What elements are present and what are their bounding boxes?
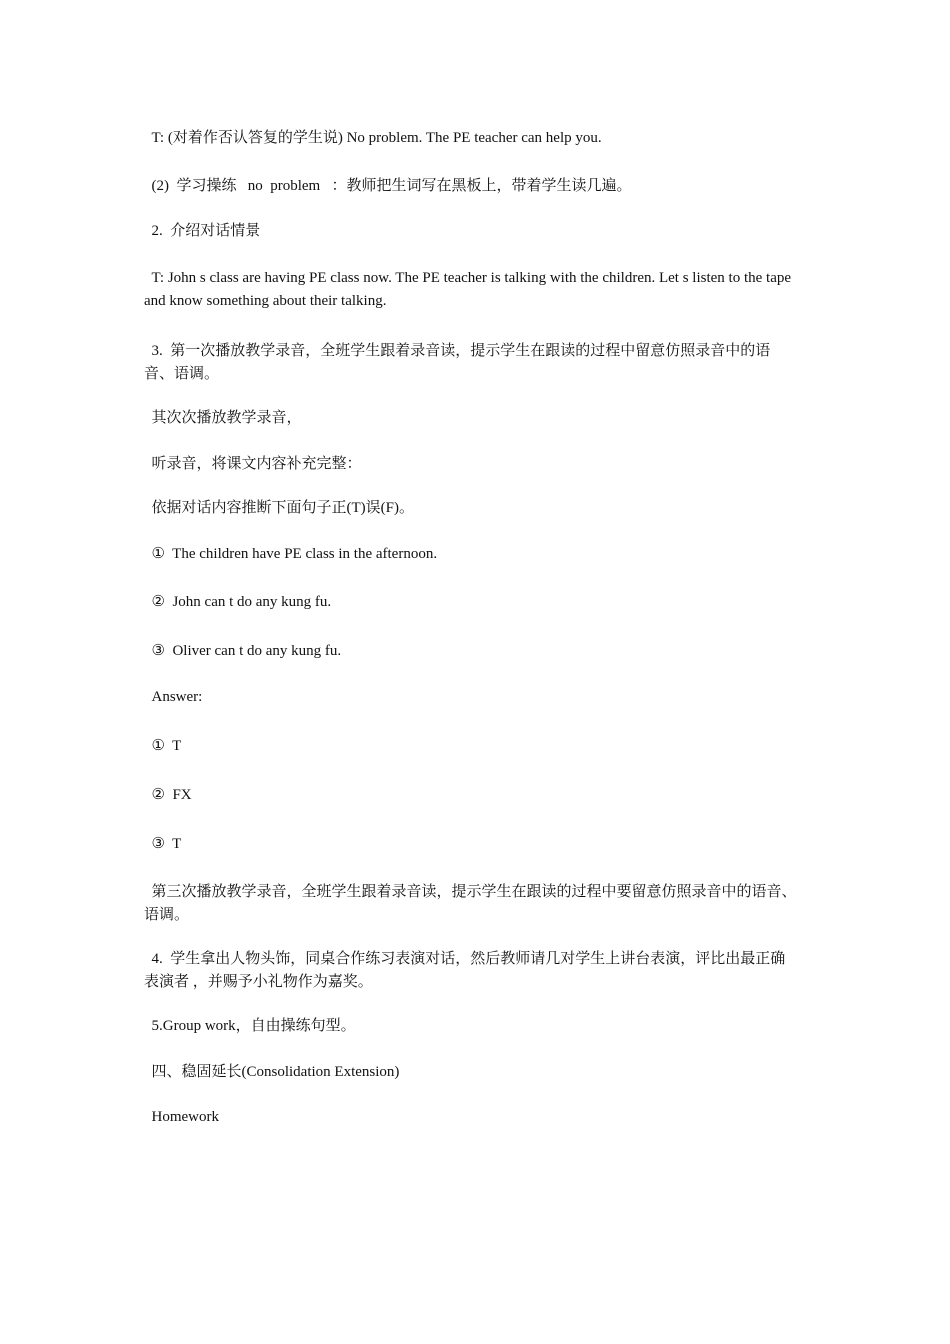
- question-item-2: ② John can t do any kung fu.: [151, 594, 332, 610]
- paragraph-third-playback: 第三次播放教学录音，全班学生跟着录音读，提示学生在跟读的过程中要留意仿照录音中的语音、语调。: [144, 884, 797, 923]
- answer-item-1: ① T: [151, 738, 182, 754]
- paragraph-listen-complete: 听录音，将课文内容补充完整：: [151, 456, 362, 472]
- paragraph-second-playback: 其次次播放教学录音，: [151, 410, 302, 426]
- answer-item-3: ③ T: [151, 836, 182, 852]
- paragraph-true-false-instruction: 依据对话内容推断下面句子正(T)误(F)。: [151, 500, 414, 516]
- answer-heading: Answer:: [151, 689, 203, 705]
- paragraph-no-problem-reply: T: (对着作否认答复的学生说) No problem. The PE teacher can help you.: [151, 130, 602, 146]
- paragraph-teacher-intro: T: John s class are having PE class now. The PE teacher is talking with the children. Let s listen to the tape and know something about their talking.: [144, 270, 792, 309]
- paragraph-intro-dialogue: 2. 介绍对话情景: [151, 223, 261, 239]
- paragraph-group-work: 5.Group work，自由操练句型。: [151, 1018, 356, 1034]
- answer-item-2: ② FX: [151, 787, 192, 803]
- paragraph-first-playback: 3. 第一次播放教学录音，全班学生跟着录音读，提示学生在跟读的过程中留意仿照录音中的语音、语调。: [144, 343, 771, 382]
- section-heading-consolidation: 四、稳固延长(Consolidation Extension): [151, 1064, 400, 1080]
- paragraph-role-play: 4. 学生拿出人物头饰，同桌合作练习表演对话，然后教师请几对学生上讲台表演，评比出最正确表演者 ，并赐予小礼物作为嘉奖。: [144, 951, 786, 990]
- homework-heading: Homework: [151, 1109, 219, 1125]
- question-item-3: ③ Oliver can t do any kung fu.: [151, 643, 342, 659]
- paragraph-practice-no-problem: (2) 学习操练 no problem ：教师把生词写在黑板上，带着学生读几遍。: [151, 178, 632, 194]
- question-item-1: ① The children have PE class in the afternoon.: [151, 546, 438, 562]
